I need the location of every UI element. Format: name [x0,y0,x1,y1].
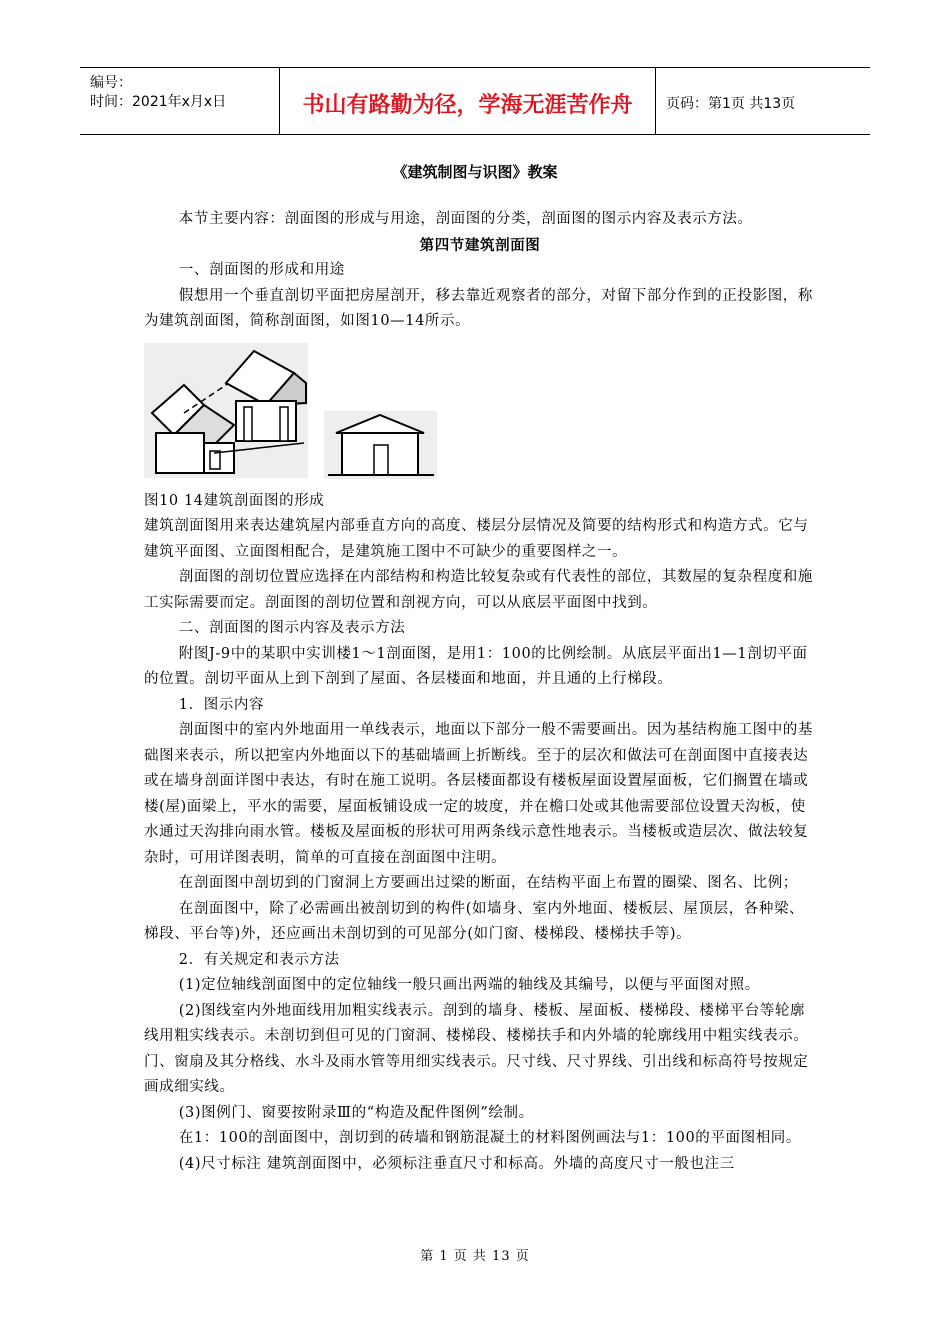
section-heading: 第四节建筑剖面图 [419,236,541,254]
header-meta [80,68,280,134]
paragraph: 建筑剖面图用来表达建筑屋内部垂直方向的高度、楼层分层情况及简要的结构形式和构造方式。它与建筑平面图、立面图相配合，是建筑施工图中不可缺少的重要图样之一。 [144,518,809,560]
paragraph: 剖面图中的室内外地面用一单线表示，地面以下部分一般不需要画出。因为基结构施工图中的基础图来表示，所以把室内外地面以下的基础墙画上折断线。至于的层次和做法可在剖面图中直接表达或在墙身剖面详图中表达，有时在施工说明。各层楼面都设有楼板屋面设置屋面板，它们搁置在墙或楼(屋)面梁上，平水的需要，屋面板铺设成一定的坡度，并在檐口处或其他需要部位设置天沟板，使水通过天沟排向雨水管。楼板及屋面板的形状可用两条线示意性地表示。当楼板或造层次、做法较复杂时，可用详图表明，简单的可直接在剖面图中注明。 [144,722,813,866]
paragraph: 假想用一个垂直剖切平面把房屋剖开，移去靠近观察者的部分，对留下部分作到的正投影图，称为建筑剖面图，简称剖面图，如图10—14所示。 [144,287,813,329]
paragraph: (1)定位轴线剖面图中的定位轴线一般只画出两端的轴线及其编号，以便与平面图对照。 [178,977,760,993]
subheading: 2．有关规定和表示方法 [178,951,340,968]
paragraph: (2)图线室内外地面线用加粗实线表示。剖到的墙身、楼板、屋面板、楼梯段、楼梯平台等轮廓线用粗实线表示。未剖切到但可见的门窗洞、楼梯段、楼梯扶手和内外墙的轮廓线用中粗实线表示。门、窗扇及其分格线、水斗及雨水管等用细实线表示。尺寸线、尺寸界线、引出线和标高符号按规定画成细实线。 [144,1002,809,1095]
paragraph: 在剖面图中剖切到的门窗洞上方要画出过梁的断面，在结构平面上布置的圈梁、图名、比例； [178,875,798,891]
paragraph: (4)尺寸标注 建筑剖面图中，必须标注垂直尺寸和标高。外墙的高度尺寸一般也注三 [178,1155,735,1172]
subheading: 一、剖面图的形成和用途 [178,262,345,278]
paragraph: 在1：100的剖面图中，剖切到的砖墙和钢筋混凝土的材料图例画法与1：100的平面图相同。 [178,1130,801,1146]
paragraph: 本节主要内容：剖面图的形成与用途，剖面图的分类，剖面图的图示内容及表示方法。 [178,211,753,227]
paragraph: 在剖面图中，除了必需画出被剖切到的构件(如墙身、室内外地面、楼板层、屋顶层，各种梁、梯段、平台等)外，还应画出未剖切到的可见部分(如门窗、楼梯段、楼梯扶手等)。 [144,900,805,942]
figure [144,343,816,483]
paragraph: 剖面图的剖切位置应选择在内部结构和构造比较复杂或有代表性的部位，其数屋的复杂程度和施工实际需要而定。剖面图的剖切位置和剖视方向，可以从底层平面图中找到。 [144,569,813,611]
figure-caption: 图10 14建筑剖面图的形成 [144,492,325,509]
subheading: 1．图示内容 [178,696,265,713]
paragraph: 附图J-9中的某职中实训楼1～1剖面图，是用1：100的比例绘制。从底层平面出1—1剖切平面的位置。剖切平面从上到下剖到了屋面、各层楼面和地面，并且通的上行梯段。 [144,645,808,687]
page-footer: 第 1 页 共 13 页 [420,1249,530,1264]
time-label: 时间：2021年x月x日 [90,94,227,110]
page-header [80,67,870,135]
subheading: 二、剖面图的图示内容及表示方法 [178,620,406,636]
house-cut-illustration [144,343,308,478]
paragraph: (3)图例门、窗要按附录Ⅲ的“构造及配件图例”绘制。 [178,1104,534,1121]
section-drawing [324,411,437,479]
document-title: 《建筑制图与识图》教案 [392,163,558,181]
document-body [144,207,816,1177]
header-page-label: 页码：第1页 共13页 [666,96,796,112]
number-label: 编号： [90,75,132,91]
header-motto: 书山有路勤为径，学海无涯苦作舟 [280,68,656,134]
